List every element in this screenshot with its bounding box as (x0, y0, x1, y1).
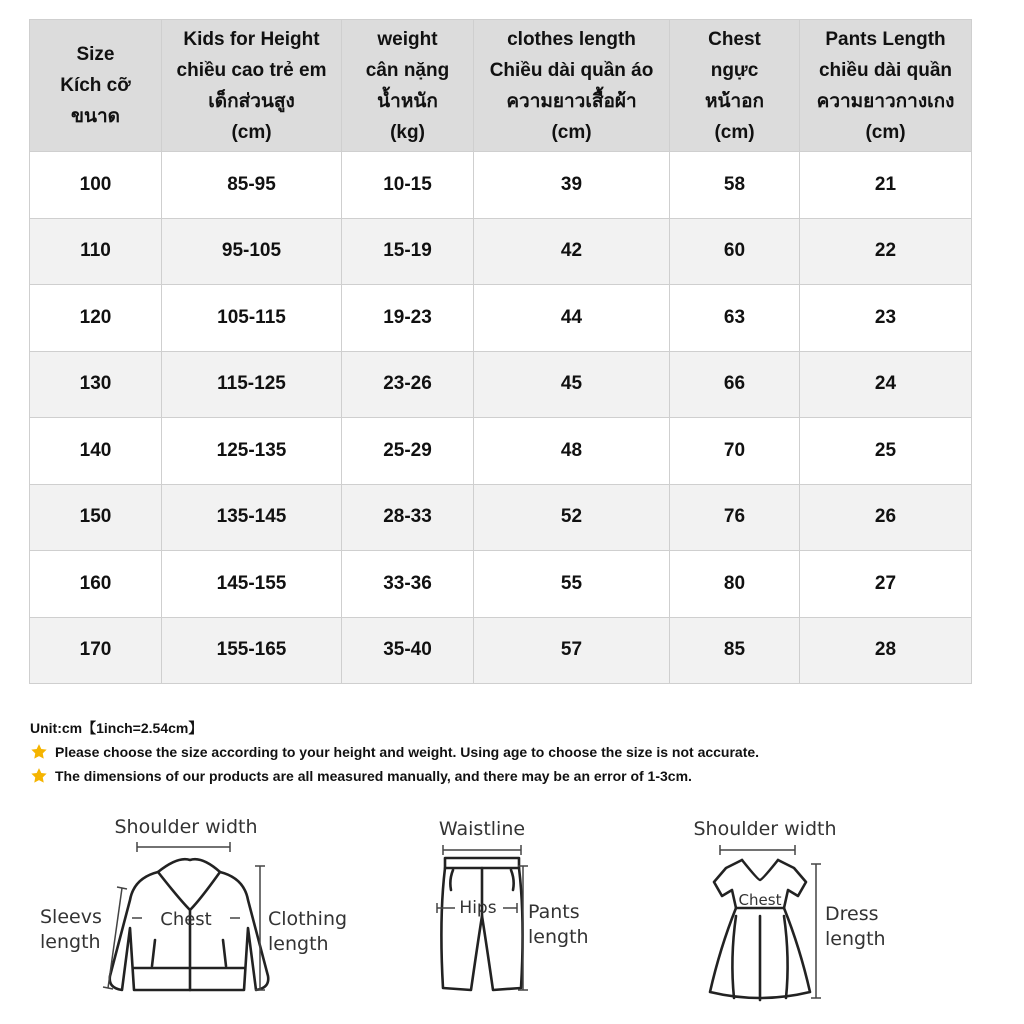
cell-height: 125-135 (162, 418, 342, 485)
cell-size: 100 (30, 152, 162, 219)
shoulder-width-label: Shoulder width (114, 816, 258, 838)
cell-size: 110 (30, 218, 162, 285)
chest-label: Chest (160, 909, 212, 930)
cell-weight: 15-19 (342, 218, 474, 285)
cell-size: 130 (30, 351, 162, 418)
table-row (30, 351, 972, 418)
pants-svg (405, 808, 635, 1008)
cell-height: 105-115 (162, 285, 342, 352)
header-chest: Chest ngực หน้าอก (cm) (670, 20, 800, 152)
header-clothes-length: clothes length Chiều dài quần áo ความยาวเสื้อผ้า (cm) (474, 20, 670, 152)
table-row (30, 152, 972, 219)
size-notes (30, 719, 759, 791)
dress-length-label: Dress (825, 903, 879, 925)
cell-pants-length: 22 (800, 218, 972, 285)
header-weight: weight cân nặng น้ำหนัก (kg) (342, 20, 474, 152)
hoodie-measurement-diagram (30, 808, 370, 1008)
cell-clothes-length: 45 (474, 351, 670, 418)
dress-chest-label: Chest (738, 891, 782, 909)
cell-height: 115-125 (162, 351, 342, 418)
cell-weight: 28-33 (342, 484, 474, 551)
cell-weight: 33-36 (342, 551, 474, 618)
sleeve-length-label-2: length (40, 931, 101, 953)
table-body (30, 152, 972, 684)
unit-note: Unit:cm【1inch=2.54cm】 (30, 720, 203, 736)
cell-weight: 23-26 (342, 351, 474, 418)
cell-chest: 58 (670, 152, 800, 219)
cell-pants-length: 28 (800, 617, 972, 684)
cell-clothes-length: 48 (474, 418, 670, 485)
cell-weight: 25-29 (342, 418, 474, 485)
cell-height: 145-155 (162, 551, 342, 618)
size-chart-table (29, 19, 972, 684)
pants-measurement-diagram (405, 808, 635, 1008)
cell-height: 95-105 (162, 218, 342, 285)
cell-chest: 63 (670, 285, 800, 352)
table-row (30, 218, 972, 285)
dress-svg (680, 808, 920, 1008)
table-row (30, 285, 972, 352)
cell-clothes-length: 39 (474, 152, 670, 219)
cell-chest: 76 (670, 484, 800, 551)
cell-clothes-length: 52 (474, 484, 670, 551)
cell-pants-length: 23 (800, 285, 972, 352)
cell-height: 155-165 (162, 617, 342, 684)
cell-chest: 66 (670, 351, 800, 418)
cell-size: 160 (30, 551, 162, 618)
table-row (30, 484, 972, 551)
pants-drawing (441, 858, 522, 990)
hips-label: Hips (459, 898, 497, 918)
sleeve-length-label: Sleevs (40, 906, 102, 928)
header-pants-length: Pants Length chiều dài quần ความยาวกางเกง (cm) (800, 20, 972, 152)
tip-line (30, 743, 759, 767)
header-size: Size Kích cỡ ขนาด (30, 20, 162, 152)
cell-pants-length: 25 (800, 418, 972, 485)
header-row (30, 20, 972, 152)
cell-chest: 60 (670, 218, 800, 285)
tip-text: The dimensions of our products are all measured manually, and there may be an error of 1-3cm. (55, 768, 692, 784)
clothing-length-label: Clothing (268, 908, 348, 930)
waistline-label: Waistline (438, 818, 526, 840)
cell-clothes-length: 55 (474, 551, 670, 618)
star-icon (30, 767, 48, 785)
dress-drawing (710, 860, 810, 1000)
dress-length-label-2: length (825, 928, 886, 950)
cell-height: 85-95 (162, 152, 342, 219)
cell-size: 170 (30, 617, 162, 684)
star-icon (30, 743, 48, 761)
cell-chest: 80 (670, 551, 800, 618)
cell-pants-length: 26 (800, 484, 972, 551)
cell-pants-length: 27 (800, 551, 972, 618)
cell-size: 150 (30, 484, 162, 551)
cell-height: 135-145 (162, 484, 342, 551)
table-row (30, 617, 972, 684)
hoodie-svg (30, 808, 370, 1008)
table-row (30, 551, 972, 618)
cell-weight: 10-15 (342, 152, 474, 219)
cell-chest: 70 (670, 418, 800, 485)
table-header (30, 20, 972, 152)
cell-clothes-length: 44 (474, 285, 670, 352)
tip-line (30, 767, 759, 791)
tip-text: Please choose the size according to your height and weight. Using age to choose the size is not accurate. (55, 744, 760, 760)
cell-chest: 85 (670, 617, 800, 684)
table-row (30, 418, 972, 485)
pants-length-label: Pants (528, 901, 580, 923)
cell-clothes-length: 57 (474, 617, 670, 684)
clothing-length-label-2: length (268, 933, 329, 955)
cell-pants-length: 24 (800, 351, 972, 418)
cell-size: 120 (30, 285, 162, 352)
header-height: Kids for Height chiều cao trẻ em เด็กส่วนสูง (cm) (162, 20, 342, 152)
cell-size: 140 (30, 418, 162, 485)
cell-clothes-length: 42 (474, 218, 670, 285)
cell-pants-length: 21 (800, 152, 972, 219)
cell-weight: 35-40 (342, 617, 474, 684)
dress-shoulder-width-label: Shoulder width (693, 818, 837, 840)
dress-measurement-diagram (680, 808, 920, 1008)
pants-length-label-2: length (528, 926, 589, 948)
cell-weight: 19-23 (342, 285, 474, 352)
